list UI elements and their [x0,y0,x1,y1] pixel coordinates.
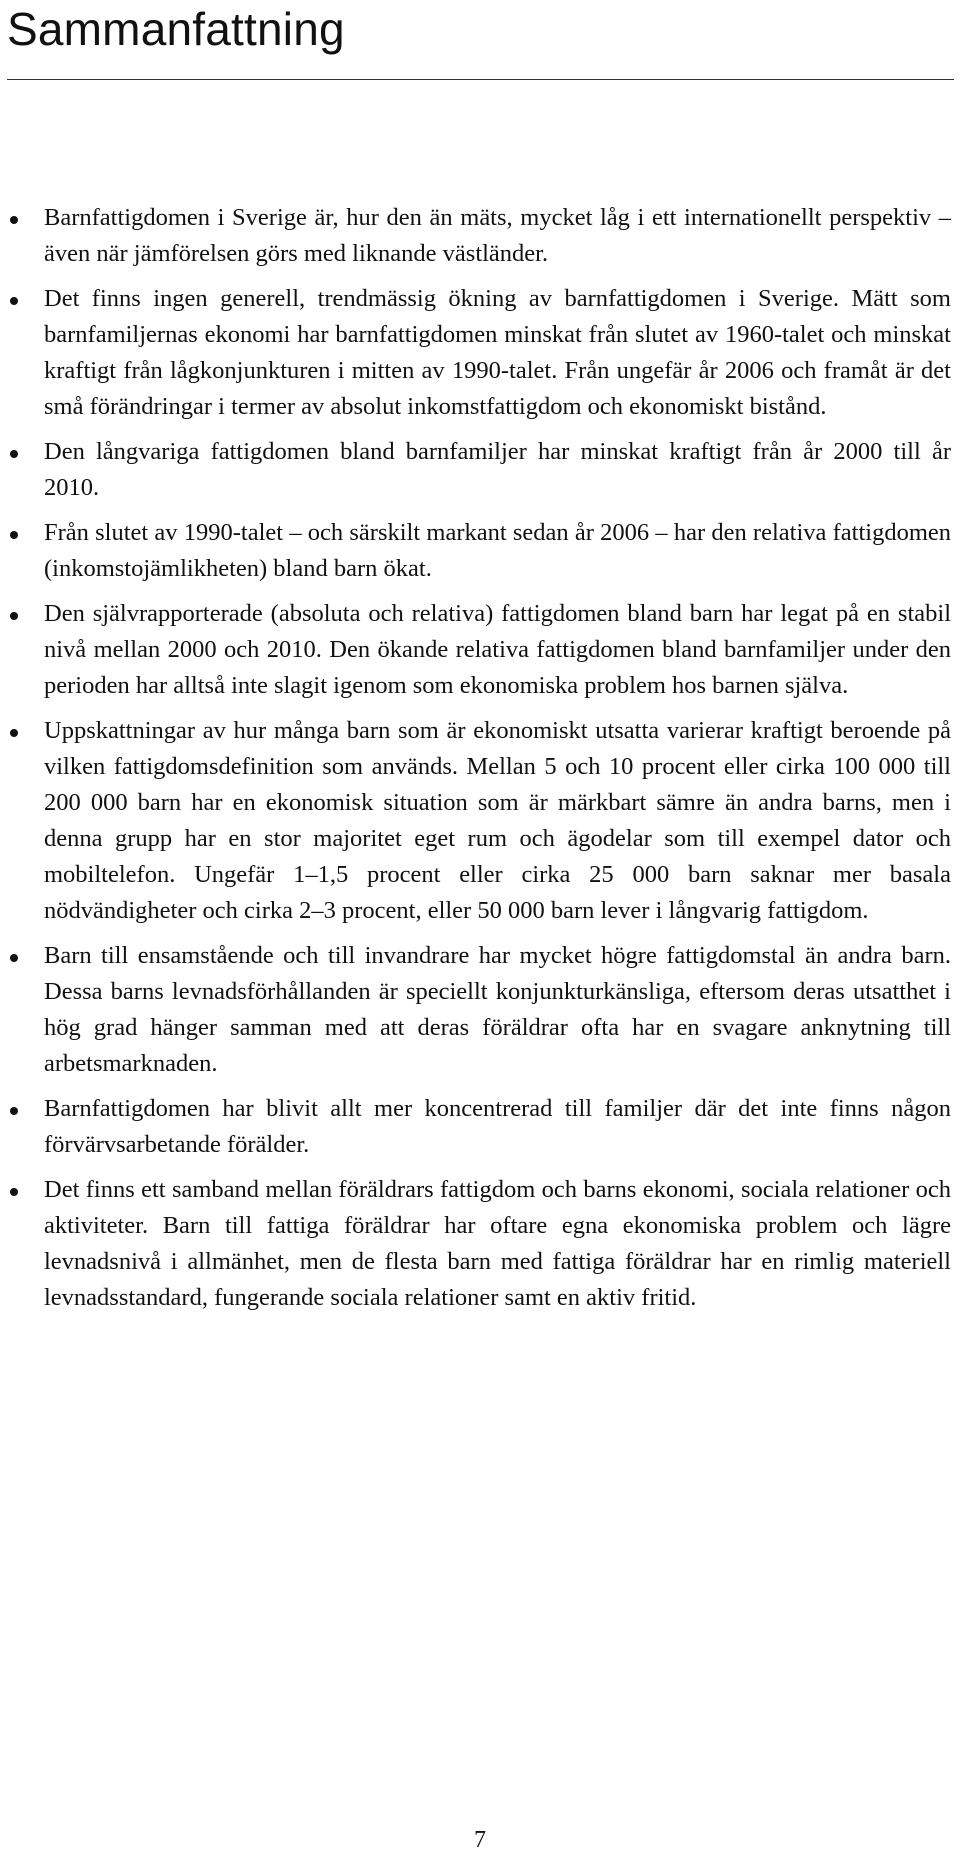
list-item-text: Barnfattigdomen har blivit allt mer koncentrerad till familjer där det inte finns någon förvärvsarbetande förälder. [44,1095,951,1158]
bullet-icon [10,297,18,305]
bullet-icon [10,450,18,458]
list-item-text: Barnfattigdomen i Sverige är, hur den än mäts, mycket låg i ett internationellt perspektiv – även när jämförelsen görs med liknande västländer. [44,204,951,267]
bullet-icon [10,1107,18,1115]
list-item-text: Från slutet av 1990-talet – och särskilt markant sedan år 2006 – har den relativa fattigdomen (inkomstojämlikheten) bland barn ökat. [44,519,951,582]
list-item [0,515,960,587]
list-item [0,713,960,929]
bullet-icon [10,954,18,962]
page-title: Sammanfattning [7,3,345,55]
list-item [0,1091,960,1163]
page-number: 7 [474,1827,486,1853]
bullet-icon [10,612,18,620]
bullet-icon [10,531,18,539]
bullet-icon [10,216,18,224]
bullet-icon [10,729,18,737]
list-item [0,281,960,425]
heading-divider [7,79,954,80]
list-item-text: Uppskattningar av hur många barn som är ekonomiskt utsatta varierar kraftigt beroende på vilken fattigdomsdefinition som används. Mellan 5 och 10 procent eller cirka 100 000 till 200 000 barn har en ekonomisk situation som är märkbart sämre än andra barns, men i denna grupp har en stor majoritet eget rum och ägodelar som till exempel dator och mobiltelefon. Ungefär 1–1,5 procent eller cirka 25 000 barn saknar mer basala nödvändigheter och cirka 2–3 procent, eller 50 000 barn lever i långvarig fattigdom. [44,717,951,924]
list-item [0,938,960,1082]
list-item [0,200,960,272]
list-item [0,1172,960,1316]
summary-list [0,200,960,1325]
list-item-text: Det finns ett samband mellan föräldrars fattigdom och barns ekonomi, sociala relationer och aktiviteter. Barn till fattiga föräldrar har oftare egna ekonomiska problem och lägre levnadsnivå i allmänhet, men de flesta barn med fattiga föräldrar har en rimlig materiell levnadsstandard, fungerande sociala relationer samt en aktiv fritid. [44,1176,951,1311]
list-item [0,434,960,506]
list-item-text: Den självrapporterade (absoluta och relativa) fattigdomen bland barn har legat på en stabil nivå mellan 2000 och 2010. Den ökande relativa fattigdomen bland barnfamiljer under den perioden har alltså inte slagit igenom som ekonomiska problem hos barnen själva. [44,600,951,699]
list-item [0,596,960,704]
list-item-text: Det finns ingen generell, trendmässig ökning av barnfattigdomen i Sverige. Mätt som barnfamiljernas ekonomi har barnfattigdomen minskat från slutet av 1960-talet och minskat kraftigt från lågkonjunkturen i mitten av 1990-talet. Från ungefär år 2006 och framåt är det små förändringar i termer av absolut inkomstfattigdom och ekonomiskt bistånd. [44,285,951,420]
list-item-text: Den långvariga fattigdomen bland barnfamiljer har minskat kraftigt från år 2000 till år 2010. [44,438,951,501]
bullet-icon [10,1188,18,1196]
list-item-text: Barn till ensamstående och till invandrare har mycket högre fattigdomstal än andra barn. Dessa barns levnadsförhållanden är speciellt konjunkturkänsliga, eftersom deras utsatthet i hög grad hänger samman med att deras föräldrar ofta har en svagare anknytning till arbetsmarknaden. [44,942,951,1077]
